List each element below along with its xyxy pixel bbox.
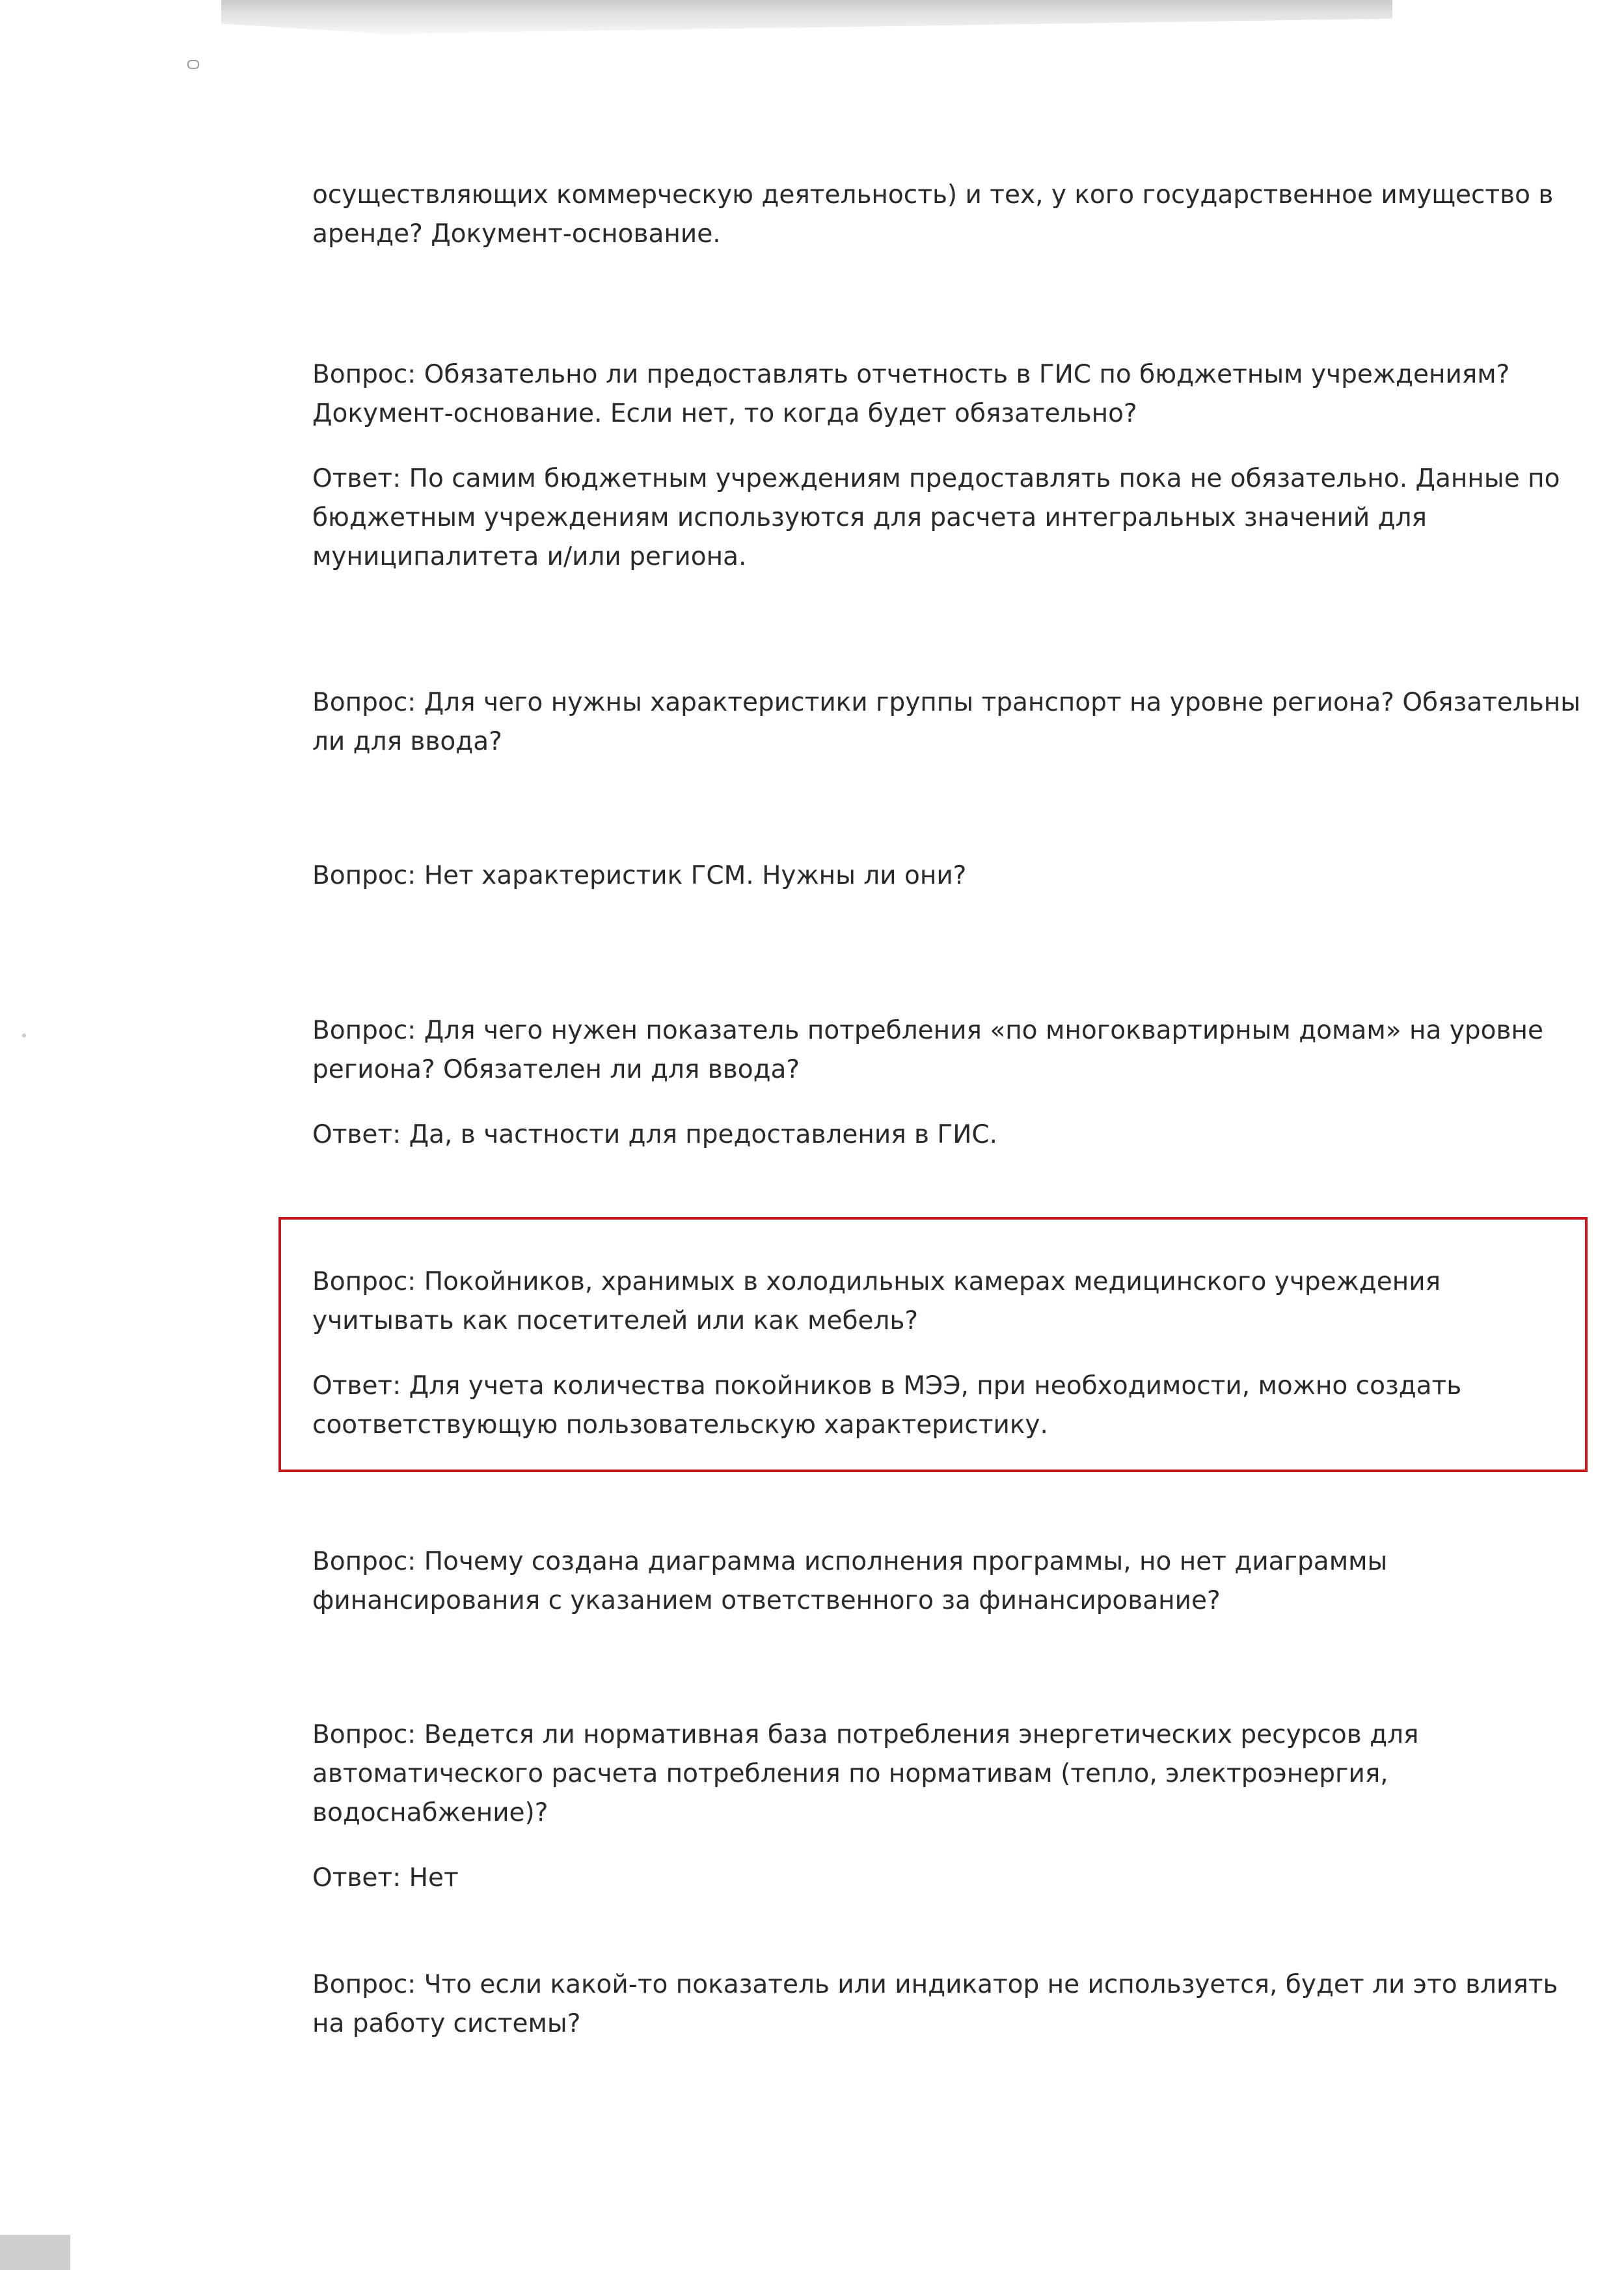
- qa-item-9: [312, 1965, 1581, 2044]
- qa-item-2: [312, 355, 1581, 577]
- qa-item-8: [312, 1716, 1581, 1898]
- scan-speck: [22, 1033, 26, 1037]
- question-text: Вопрос: Для чего нужен показатель потребления «по многоквартирным домам» на уровне региона? Обязателен ли для ввода?: [312, 1016, 1543, 1084]
- qa-item-7: [312, 1542, 1581, 1620]
- question-text: Вопрос: Нет характеристик ГСМ. Нужны ли они?: [312, 861, 967, 890]
- question-text: осуществляющих коммерческую деятельность) и тех, у кого государственное имущество в аренде? Документ-основание.: [312, 180, 1554, 249]
- question-text: Вопрос: Ведется ли нормативная база потребления энергетических ресурсов для автоматического расчета потребления по нормативам (тепло, электроэнергия, водоснабжение)?: [312, 1720, 1419, 1827]
- scan-corner-artifact: [0, 2235, 70, 2270]
- answer-text: Ответ: Да, в частности для предоставления в ГИС.: [312, 1120, 998, 1149]
- answer-text: Ответ: По самим бюджетным учреждениям предоставлять пока не обязательно. Данные по бюджетным учреждениям используются для расчета интегральных значений для муниципалитета и/или региона.: [312, 464, 1560, 571]
- question-text: Вопрос: Обязательно ли предоставлять отчетность в ГИС по бюджетным учреждениям? Документ-основание. Если нет, то когда будет обязательно?: [312, 360, 1510, 428]
- question-text: Вопрос: Почему создана диаграмма исполнения программы, но нет диаграммы финансирования с указанием ответственного за финансирование?: [312, 1547, 1388, 1615]
- question-text: Вопрос: Покойников, хранимых в холодильных камерах медицинского учреждения учитывать как посетителей или как мебель?: [312, 1267, 1441, 1335]
- qa-item-4: [312, 856, 1581, 896]
- qa-item-5: [312, 1011, 1581, 1155]
- answer-text: Ответ: Для учета количества покойников в МЭЭ, при необходимости, можно создать соответствующую пользовательскую характеристику.: [312, 1371, 1462, 1440]
- question-text: Вопрос: Что если какой-то показатель или индикатор не используется, будет ли это влиять на работу системы?: [312, 1970, 1558, 2038]
- question-text: Вопрос: Для чего нужны характеристики группы транспорт на уровне региона? Обязательны ли для ввода?: [312, 688, 1581, 756]
- qa-item-6: [312, 1263, 1581, 1445]
- scan-edge-artifact: [221, 0, 1392, 34]
- answer-text: Ответ: Нет: [312, 1863, 459, 1893]
- scan-mark: [187, 60, 199, 69]
- qa-item-3: [312, 683, 1581, 761]
- qa-item-1: [312, 176, 1581, 254]
